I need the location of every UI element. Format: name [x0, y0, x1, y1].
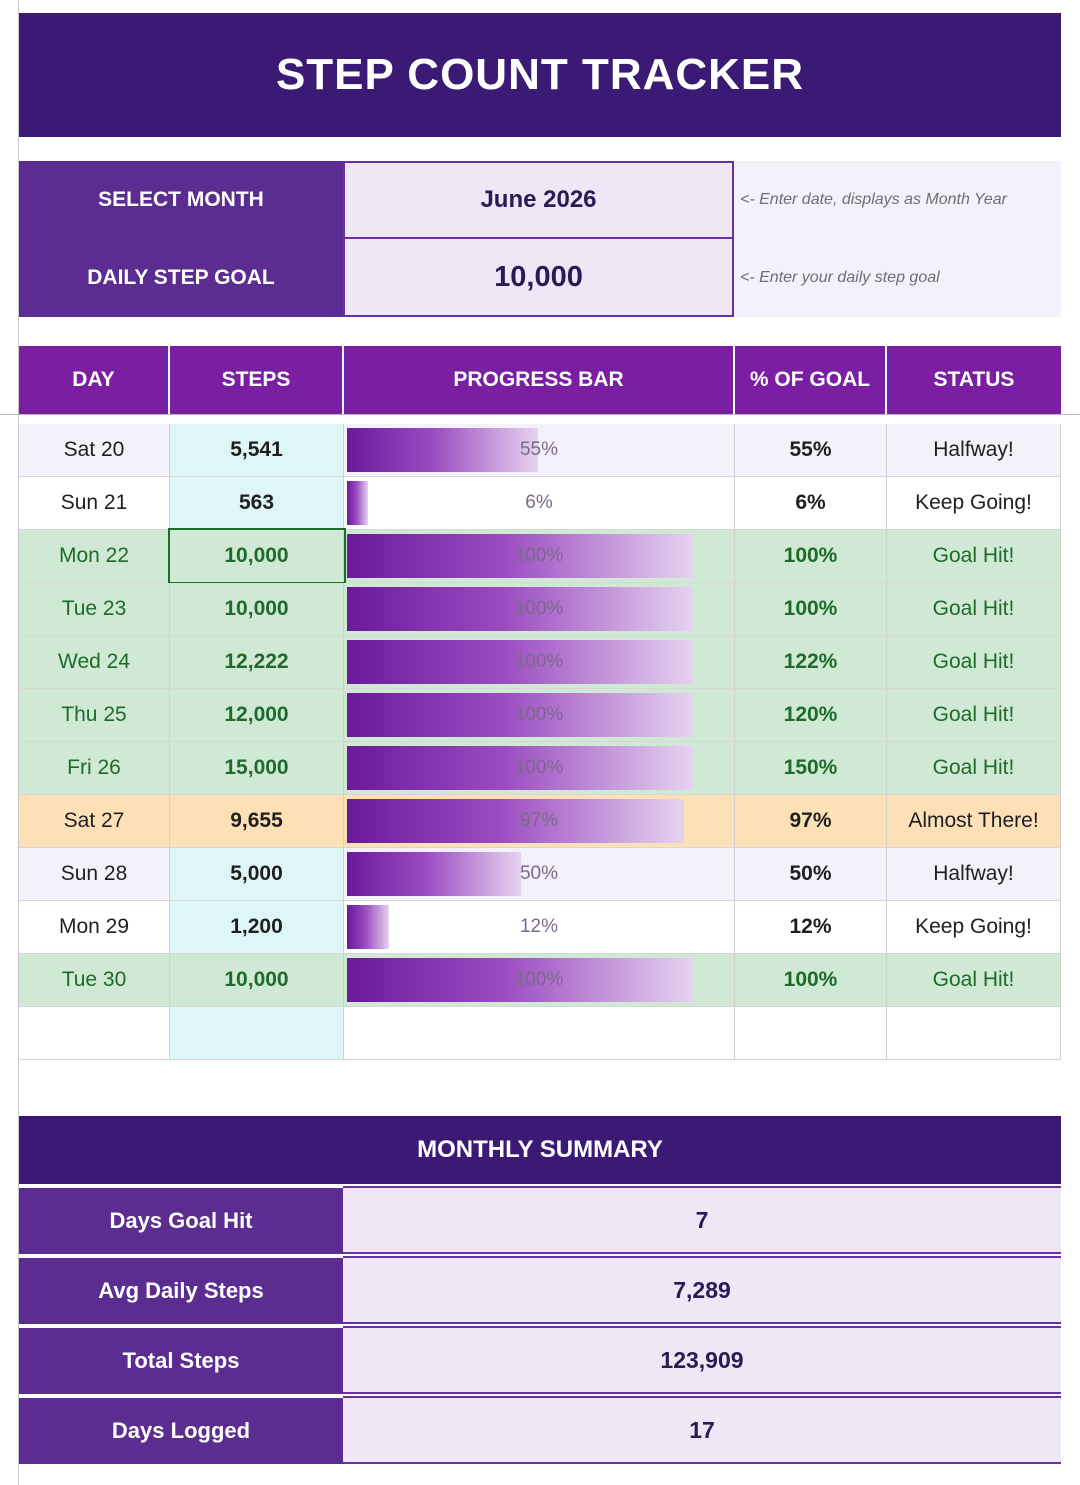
percent-of-goal-cell: 100%: [735, 583, 887, 635]
progress-bar-fill: [347, 428, 538, 472]
header-percent-of-goal: % OF GOAL: [735, 346, 887, 414]
table-row: [19, 477, 1061, 530]
status-cell: Goal Hit!: [887, 583, 1061, 635]
steps-cell[interactable]: 12,000: [170, 689, 344, 741]
progress-bar-cell: [344, 795, 735, 847]
percent-of-goal-cell: 6%: [735, 477, 887, 529]
steps-cell[interactable]: 12,222: [170, 636, 344, 688]
table-row: [19, 583, 1061, 636]
table-row: [19, 689, 1061, 742]
progress-bar-cell: [344, 901, 735, 953]
progress-bar-cell: [344, 636, 735, 688]
day-cell: Tue 30: [19, 954, 170, 1006]
status-cell: Keep Going!: [887, 901, 1061, 953]
progress-bar-label: 100%: [514, 704, 564, 725]
summary-label: Avg Daily Steps: [19, 1256, 343, 1324]
progress-bar-label: 12%: [519, 916, 559, 937]
progress-bar-label: 100%: [514, 969, 564, 990]
table-row: [19, 742, 1061, 795]
steps-cell[interactable]: 10,000: [170, 583, 344, 635]
status-cell: Goal Hit!: [887, 742, 1061, 794]
day-cell: [19, 1007, 170, 1059]
percent-of-goal-cell: 120%: [735, 689, 887, 741]
progress-bar-cell: [344, 1007, 735, 1059]
steps-cell[interactable]: 5,000: [170, 848, 344, 900]
percent-of-goal-cell: 100%: [735, 530, 887, 582]
percent-of-goal-cell: 55%: [735, 424, 887, 476]
table-row: [19, 1007, 1061, 1060]
summary-value: 7,289: [343, 1256, 1061, 1324]
daily-goal-label: DAILY STEP GOAL: [19, 239, 343, 317]
day-cell: Thu 25: [19, 689, 170, 741]
steps-cell[interactable]: 1,200: [170, 901, 344, 953]
table-row: [19, 901, 1061, 954]
progress-bar-fill: [347, 799, 684, 843]
title-banner: [19, 13, 1061, 137]
percent-of-goal-cell: 150%: [735, 742, 887, 794]
progress-bar-fill: [347, 852, 521, 896]
table-row: [19, 636, 1061, 689]
status-cell: Goal Hit!: [887, 954, 1061, 1006]
status-cell: Halfway!: [887, 848, 1061, 900]
table-row: [19, 954, 1061, 1007]
frozen-pane-divider: [0, 414, 1080, 415]
summary-value: 17: [343, 1396, 1061, 1464]
steps-cell[interactable]: 10,000: [170, 530, 344, 582]
summary-title: MONTHLY SUMMARY: [19, 1116, 1061, 1184]
percent-of-goal-cell: 12%: [735, 901, 887, 953]
daily-goal-input-cell[interactable]: 10,000: [343, 239, 734, 317]
table-row: [19, 795, 1061, 848]
day-cell: Sat 20: [19, 424, 170, 476]
percent-of-goal-cell: 100%: [735, 954, 887, 1006]
month-input-cell[interactable]: June 2026: [343, 161, 734, 239]
month-hint: <- Enter date, displays as Month Year: [734, 161, 1061, 239]
select-month-label: SELECT MONTH: [19, 161, 343, 239]
progress-bar-cell: [344, 477, 735, 529]
status-cell: Keep Going!: [887, 477, 1061, 529]
progress-bar-fill: [347, 905, 389, 949]
progress-bar-cell: [344, 530, 735, 582]
progress-bar-cell: [344, 583, 735, 635]
progress-bar-fill: [347, 481, 368, 525]
progress-bar-cell: [344, 954, 735, 1006]
goal-hint: <- Enter your daily step goal: [734, 239, 1061, 317]
steps-cell[interactable]: 5,541: [170, 424, 344, 476]
percent-of-goal-cell: 97%: [735, 795, 887, 847]
percent-of-goal-cell: 50%: [735, 848, 887, 900]
day-cell: Wed 24: [19, 636, 170, 688]
summary-label: Days Logged: [19, 1396, 343, 1464]
percent-of-goal-cell: [735, 1007, 887, 1059]
header-status: STATUS: [887, 346, 1061, 414]
status-cell: Halfway!: [887, 424, 1061, 476]
summary-value: 7: [343, 1186, 1061, 1254]
page-title: STEP COUNT TRACKER: [275, 50, 805, 99]
steps-cell[interactable]: [170, 1007, 344, 1059]
progress-bar-cell: [344, 689, 735, 741]
status-cell: Goal Hit!: [887, 636, 1061, 688]
summary-label: Total Steps: [19, 1326, 343, 1394]
progress-bar-label: 50%: [519, 863, 559, 884]
progress-bar-label: 100%: [514, 651, 564, 672]
steps-cell[interactable]: 10,000: [170, 954, 344, 1006]
day-cell: Sat 27: [19, 795, 170, 847]
summary-value: 123,909: [343, 1326, 1061, 1394]
progress-bar-label: 100%: [514, 545, 564, 566]
day-cell: Tue 23: [19, 583, 170, 635]
day-cell: Sun 28: [19, 848, 170, 900]
progress-bar-label: 100%: [514, 598, 564, 619]
progress-bar-cell: [344, 742, 735, 794]
header-day: DAY: [19, 346, 170, 414]
table-row: [19, 848, 1061, 901]
progress-bar-label: 97%: [519, 810, 559, 831]
progress-bar-label: 6%: [525, 492, 553, 513]
progress-bar-cell: [344, 848, 735, 900]
header-progress-bar: PROGRESS BAR: [344, 346, 735, 414]
status-cell: Goal Hit!: [887, 530, 1061, 582]
day-cell: Mon 29: [19, 901, 170, 953]
day-cell: Fri 26: [19, 742, 170, 794]
status-cell: Goal Hit!: [887, 689, 1061, 741]
progress-bar-cell: [344, 424, 735, 476]
summary-label: Days Goal Hit: [19, 1186, 343, 1254]
progress-bar-label: 55%: [519, 439, 559, 460]
table-row: [19, 530, 1061, 583]
percent-of-goal-cell: 122%: [735, 636, 887, 688]
progress-bar-label: 100%: [514, 757, 564, 778]
day-cell: Sun 21: [19, 477, 170, 529]
steps-cell[interactable]: 9,655: [170, 795, 344, 847]
steps-cell[interactable]: 563: [170, 477, 344, 529]
steps-cell[interactable]: 15,000: [170, 742, 344, 794]
status-cell: [887, 1007, 1061, 1059]
header-steps: STEPS: [170, 346, 344, 414]
day-cell: Mon 22: [19, 530, 170, 582]
status-cell: Almost There!: [887, 795, 1061, 847]
table-row: [19, 424, 1061, 477]
